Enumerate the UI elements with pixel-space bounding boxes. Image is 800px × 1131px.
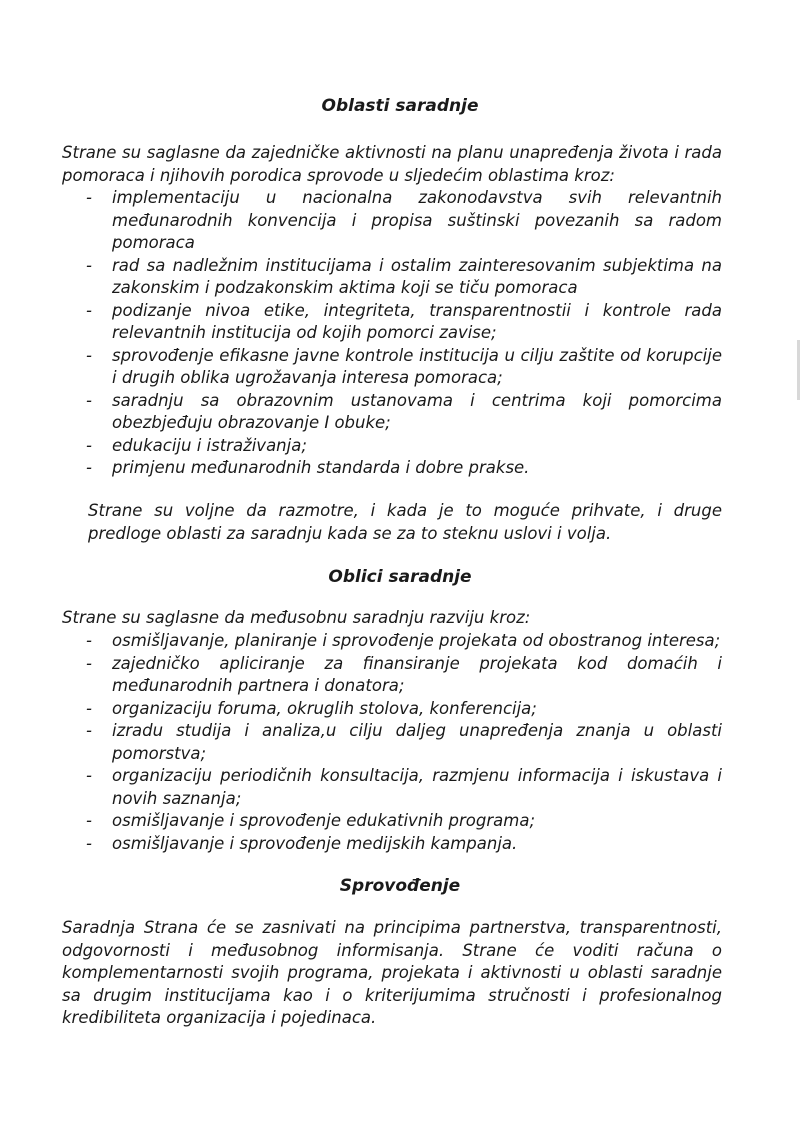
section1-list bbox=[86, 187, 722, 480]
list-item: - zajedničko apliciranje za finansiranje projekata kod domaćih i međunarodnih partnera i donatora; bbox=[86, 653, 722, 698]
list-item: - primjenu međunarodnih standarda i dobre prakse. bbox=[86, 457, 722, 480]
list-item: - edukaciju i istraživanja; bbox=[86, 435, 722, 458]
section-heading-oblasti-saradnje: Oblasti saradnje bbox=[321, 96, 479, 116]
list-item: - rad sa nadležnim institucijama i ostalim zainteresovanim subjektima na zakonskim i podzakonskim aktima koji se tiču pomoraca bbox=[86, 255, 722, 300]
section1-closing: Strane su voljne da razmotre, i kada je to moguće prihvate, i druge predloge oblasti za saradnju kada se za to steknu uslovi i volja. bbox=[88, 501, 722, 543]
section1-intro: Strane su saglasne da zajedničke aktivnosti na planu unapređenja života i rada pomoraca i njihovih porodica sprovode u sljedećim oblastima kroz: bbox=[62, 143, 722, 185]
list-item: - osmišljavanje, planiranje i sprovođenje projekata od obostranog interesa; bbox=[86, 630, 722, 653]
list-item: - organizaciju foruma, okruglih stolova, konferencija; bbox=[86, 698, 722, 721]
list-item: - osmišljavanje i sprovođenje edukativnih programa; bbox=[86, 810, 722, 833]
section3-body: Saradnja Strana će se zasnivati na principima partnerstva, transparentnosti, odgovornosti i međusobnog informisanja. Strane će voditi računa o komplementarnosti svojih programa, projekata i aktivnosti u oblasti saradnje sa drugim institucijama kao i o kriterijumima stručnosti i profesionalnog kredibiliteta organizacija i pojedinaca. bbox=[62, 918, 722, 1027]
list-item: - osmišljavanje i sprovođenje medijskih kampanja. bbox=[86, 833, 722, 856]
list-item: - implementaciju u nacionalna zakonodavstva svih relevantnih međunarodnih konvencija i propisa suštinski povezanih sa radom pomoraca bbox=[86, 187, 722, 255]
section2-list bbox=[86, 630, 722, 855]
list-item: - saradnju sa obrazovnim ustanovama i centrima koji pomorcima obezbjeđuju obrazovanje I obuke; bbox=[86, 390, 722, 435]
section-heading-oblici-saradnje: Oblici saradnje bbox=[328, 567, 472, 587]
list-item: - sprovođenje efikasne javne kontrole institucija u cilju zaštite od korupcije i drugih oblika ugrožavanja interesa pomoraca; bbox=[86, 345, 722, 390]
section-heading-sprovodjenje: Sprovođenje bbox=[339, 876, 461, 896]
list-item: - organizaciju periodičnih konsultacija, razmjenu informacija i iskustava i novih saznanja; bbox=[86, 765, 722, 810]
list-item: - podizanje nivoa etike, integriteta, transparentnostii i kontrole rada relevantnih institucija od kojih pomorci zavise; bbox=[86, 300, 722, 345]
section2-intro: Strane su saglasne da međusobnu saradnju razviju kroz: bbox=[62, 608, 531, 627]
list-item: - izradu studija i analiza,u cilju daljeg unapređenja znanja u oblasti pomorstva; bbox=[86, 720, 722, 765]
